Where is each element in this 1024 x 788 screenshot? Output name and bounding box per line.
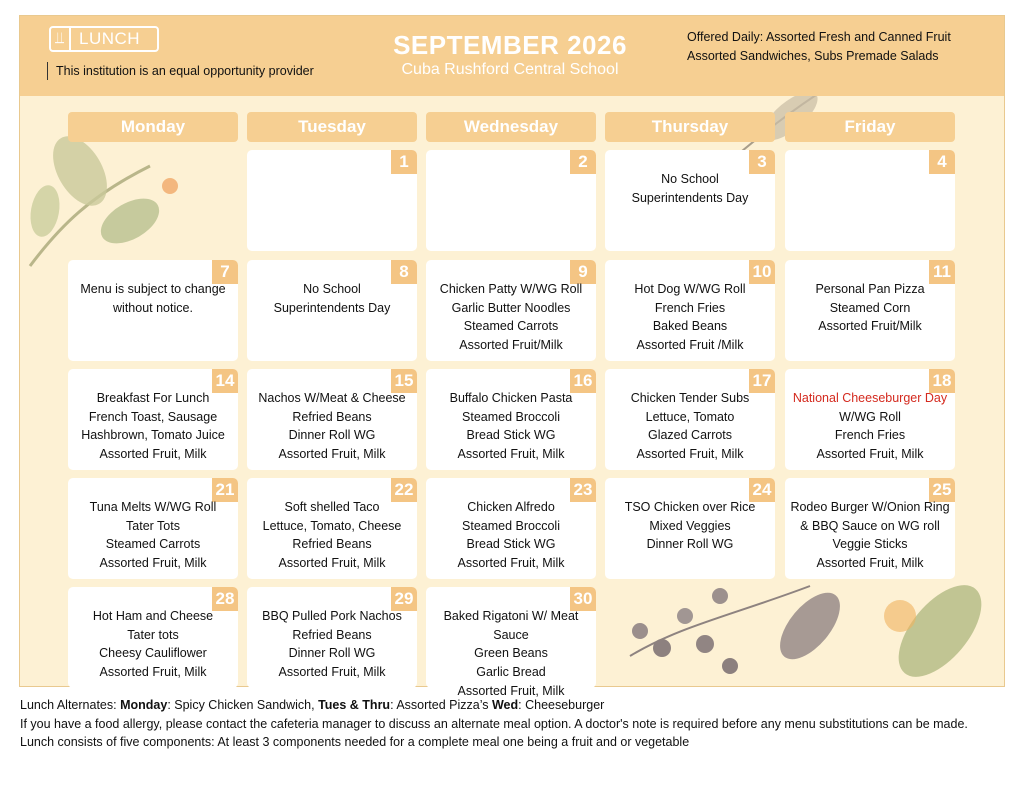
calendar-day-cell bbox=[68, 369, 238, 470]
day-number: 21 bbox=[212, 478, 238, 502]
day-number: 7 bbox=[212, 260, 238, 284]
menu-item: Rodeo Burger W/Onion Ring bbox=[790, 500, 950, 514]
calendar-day-cell bbox=[605, 478, 775, 579]
menu-item: Green Beans bbox=[474, 646, 548, 661]
day-number: 22 bbox=[391, 478, 417, 502]
menu-item: Refried Beans bbox=[292, 409, 372, 424]
school-name: Cuba Rushford Central School bbox=[401, 61, 619, 78]
menu-item: Assorted Fruit/Milk bbox=[818, 319, 922, 334]
calendar-day-cell bbox=[605, 369, 775, 470]
menu-item: Assorted Fruit, Milk bbox=[278, 556, 386, 571]
day-number: 9 bbox=[570, 260, 596, 284]
alt-tues-thur-text: : Assorted Pizza’s bbox=[390, 698, 492, 712]
calendar-day-cell bbox=[247, 260, 417, 361]
lunch-logo bbox=[49, 26, 159, 52]
menu-item: Soft shelled Taco bbox=[284, 500, 380, 514]
header-banner bbox=[20, 16, 1004, 96]
menu-item: Breakfast For Lunch bbox=[96, 391, 210, 405]
calendar-day-cell bbox=[426, 587, 596, 698]
menu-item: Assorted Fruit, Milk bbox=[457, 556, 565, 571]
menu-item: Bread Stick WG bbox=[466, 537, 556, 552]
menu-item: French Toast, Sausage bbox=[88, 409, 218, 424]
menu-items bbox=[426, 498, 596, 573]
day-number: 28 bbox=[212, 587, 238, 611]
menu-items bbox=[68, 607, 238, 682]
menu-items bbox=[426, 280, 596, 355]
menu-item: No School bbox=[303, 282, 361, 296]
alt-wed-text: : Cheeseburger bbox=[518, 698, 605, 712]
menu-item: Garlic Butter Noodles bbox=[451, 300, 571, 315]
day-number: 2 bbox=[570, 150, 596, 174]
menu-item: TSO Chicken over Rice bbox=[624, 500, 756, 514]
menu-item: Tater tots bbox=[127, 627, 179, 642]
day-number: 24 bbox=[749, 478, 775, 502]
menu-item: Superintendents Day bbox=[273, 300, 391, 315]
menu-item: Lettuce, Tomato, Cheese bbox=[262, 518, 402, 533]
menu-items bbox=[68, 389, 238, 464]
calendar-day-cell bbox=[247, 478, 417, 579]
menu-item: Lettuce, Tomato bbox=[645, 409, 735, 424]
footer-notes bbox=[20, 696, 1000, 752]
menu-item: Menu is subject to change bbox=[80, 282, 226, 296]
menu-item: Assorted Fruit, Milk bbox=[457, 447, 565, 462]
menu-item: Nachos W/Meat & Cheese bbox=[258, 391, 406, 405]
alt-prefix: Lunch Alternates: bbox=[20, 698, 121, 712]
menu-item: Mixed Veggies bbox=[649, 518, 731, 533]
day-header-monday: Monday bbox=[68, 112, 238, 142]
menu-items bbox=[426, 389, 596, 464]
leaf-decoration-bottom-right bbox=[870, 576, 1005, 686]
alt-tues-thur-label: Tues & Thru bbox=[318, 698, 391, 712]
menu-item: Glazed Carrots bbox=[647, 428, 733, 443]
menu-item: Assorted Fruit, Milk bbox=[99, 447, 207, 462]
day-header-thursday: Thursday bbox=[605, 112, 775, 142]
day-header-wednesday: Wednesday bbox=[426, 112, 596, 142]
menu-item: Assorted Fruit/Milk bbox=[459, 338, 563, 353]
menu-item: Garlic Bread bbox=[476, 665, 546, 680]
allergy-note: If you have a food allergy, please contact the cafeteria manager to discuss an alternate meal option. A doctor's note is required before any menu substitutions can be made. bbox=[20, 716, 968, 731]
menu-item: Assorted Fruit, Milk bbox=[99, 665, 207, 680]
menu-item: Assorted Fruit, Milk bbox=[99, 556, 207, 571]
menu-items bbox=[605, 389, 775, 464]
menu-item: Chicken Patty W/WG Roll bbox=[439, 282, 583, 296]
offered-daily bbox=[687, 28, 951, 66]
menu-item: Steamed Corn bbox=[829, 300, 911, 315]
calendar-day-cell bbox=[785, 369, 955, 470]
menu-item: Baked Rigatoni W/ Meat bbox=[443, 609, 579, 623]
alt-monday-label: Monday bbox=[120, 698, 168, 712]
menu-items bbox=[68, 498, 238, 573]
menu-item: & BBQ Sauce on WG roll bbox=[800, 518, 940, 533]
calendar-day-cell bbox=[426, 260, 596, 361]
calendar-day-cell bbox=[68, 587, 238, 688]
day-number: 4 bbox=[929, 150, 955, 174]
title-block bbox=[340, 30, 680, 80]
menu-items bbox=[785, 389, 955, 464]
calendar-day-cell bbox=[68, 478, 238, 579]
menu-item: Chicken Tender Subs bbox=[630, 391, 750, 405]
menu-item: Steamed Broccoli bbox=[462, 518, 560, 533]
menu-items bbox=[426, 607, 596, 701]
menu-item: Assorted Fruit, Milk bbox=[816, 447, 924, 462]
menu-item: French Fries bbox=[834, 428, 906, 443]
menu-item: Dinner Roll WG bbox=[288, 646, 376, 661]
menu-items bbox=[247, 280, 417, 317]
logo-text: LUNCH bbox=[79, 29, 141, 48]
menu-item: Baked Beans bbox=[652, 319, 728, 334]
menu-item: Tuna Melts W/WG Roll bbox=[89, 500, 217, 514]
menu-items bbox=[785, 280, 955, 336]
day-number: 8 bbox=[391, 260, 417, 284]
menu-items bbox=[785, 498, 955, 573]
menu-item: Assorted Fruit, Milk bbox=[278, 447, 386, 462]
equal-opportunity-note: This institution is an equal opportunity provider bbox=[47, 62, 314, 80]
menu-item: Dinner Roll WG bbox=[646, 537, 734, 552]
menu-item: Refried Beans bbox=[292, 537, 372, 552]
day-number: 18 bbox=[929, 369, 955, 393]
menu-item: Tater Tots bbox=[126, 518, 180, 533]
day-number: 30 bbox=[570, 587, 596, 611]
menu-item: Veggie Sticks bbox=[832, 537, 908, 552]
day-number: 1 bbox=[391, 150, 417, 174]
menu-items bbox=[247, 498, 417, 573]
menu-items bbox=[605, 170, 775, 207]
menu-item: Cheesy Cauliflower bbox=[99, 646, 207, 661]
day-number: 23 bbox=[570, 478, 596, 502]
alt-monday-text: : Spicy Chicken Sandwich, bbox=[167, 698, 319, 712]
menu-item: French Fries bbox=[654, 300, 726, 315]
menu-item: Steamed Carrots bbox=[105, 537, 201, 552]
day-number: 25 bbox=[929, 478, 955, 502]
menu-items bbox=[605, 280, 775, 355]
calendar-day-cell bbox=[426, 150, 596, 251]
menu-item: Assorted Fruit, Milk bbox=[636, 447, 744, 462]
menu-item: Superintendents Day bbox=[631, 190, 749, 205]
day-number: 29 bbox=[391, 587, 417, 611]
menu-item: Sauce bbox=[493, 627, 529, 642]
day-number: 17 bbox=[749, 369, 775, 393]
menu-item: without notice. bbox=[113, 300, 193, 315]
day-header-tuesday: Tuesday bbox=[247, 112, 417, 142]
menu-item: Bread Stick WG bbox=[466, 428, 556, 443]
calendar-day-cell bbox=[68, 260, 238, 361]
menu-item: Assorted Fruit, Milk bbox=[457, 683, 565, 698]
calendar-day-cell bbox=[605, 150, 775, 251]
day-number: 10 bbox=[749, 260, 775, 284]
calendar-day-cell bbox=[247, 150, 417, 251]
day-header-friday: Friday bbox=[785, 112, 955, 142]
menu-item: Personal Pan Pizza bbox=[815, 282, 925, 296]
day-number: 11 bbox=[929, 260, 955, 284]
calendar-day-cell bbox=[426, 478, 596, 579]
special-day-label: National Cheeseburger Day bbox=[792, 391, 948, 405]
menu-item: No School bbox=[661, 172, 719, 186]
day-number: 16 bbox=[570, 369, 596, 393]
alt-wed-label: Wed bbox=[491, 698, 519, 712]
calendar-day-cell bbox=[785, 478, 955, 579]
menu-item: BBQ Pulled Pork Nachos bbox=[262, 609, 402, 623]
day-number: 14 bbox=[212, 369, 238, 393]
menu-item: Assorted Fruit, Milk bbox=[278, 665, 386, 680]
fork-icon: ⫫ bbox=[51, 28, 71, 50]
menu-item: Hot Ham and Cheese bbox=[92, 609, 214, 623]
calendar-day-cell bbox=[785, 150, 955, 251]
day-number: 3 bbox=[749, 150, 775, 174]
offered-daily-line: Assorted Sandwiches, Subs Premade Salads bbox=[687, 49, 939, 63]
calendar-day-cell bbox=[247, 587, 417, 688]
menu-items bbox=[247, 607, 417, 682]
calendar-sheet bbox=[19, 15, 1005, 698]
menu-item: Assorted Fruit /Milk bbox=[636, 338, 744, 353]
calendar-day-cell bbox=[605, 260, 775, 361]
menu-item: Dinner Roll WG bbox=[288, 428, 376, 443]
lunch-alternates bbox=[20, 696, 1000, 715]
month-title: SEPTEMBER 2026 bbox=[393, 30, 627, 60]
menu-item: Refried Beans bbox=[292, 627, 372, 642]
components-note: Lunch consists of five components: At least 3 components needed for a complete meal one being a fruit and or vegetable bbox=[20, 735, 690, 750]
menu-items bbox=[247, 389, 417, 464]
calendar-day-cell bbox=[785, 260, 955, 361]
menu-item: Hashbrown, Tomato Juice bbox=[81, 428, 225, 443]
menu-items bbox=[605, 498, 775, 554]
menu-item: W/WG Roll bbox=[839, 409, 901, 424]
menu-item: Steamed Carrots bbox=[463, 319, 559, 334]
menu-item: Hot Dog W/WG Roll bbox=[634, 282, 746, 296]
day-number: 15 bbox=[391, 369, 417, 393]
menu-item: Chicken Alfredo bbox=[467, 500, 555, 514]
menu-item: Assorted Fruit, Milk bbox=[816, 556, 924, 571]
menu-item: Steamed Broccoli bbox=[462, 409, 560, 424]
calendar-day-cell bbox=[247, 369, 417, 470]
menu-items bbox=[68, 280, 238, 317]
calendar-day-cell bbox=[426, 369, 596, 470]
menu-item: Buffalo Chicken Pasta bbox=[449, 391, 573, 405]
offered-daily-line: Offered Daily: Assorted Fresh and Canned Fruit bbox=[687, 30, 951, 44]
